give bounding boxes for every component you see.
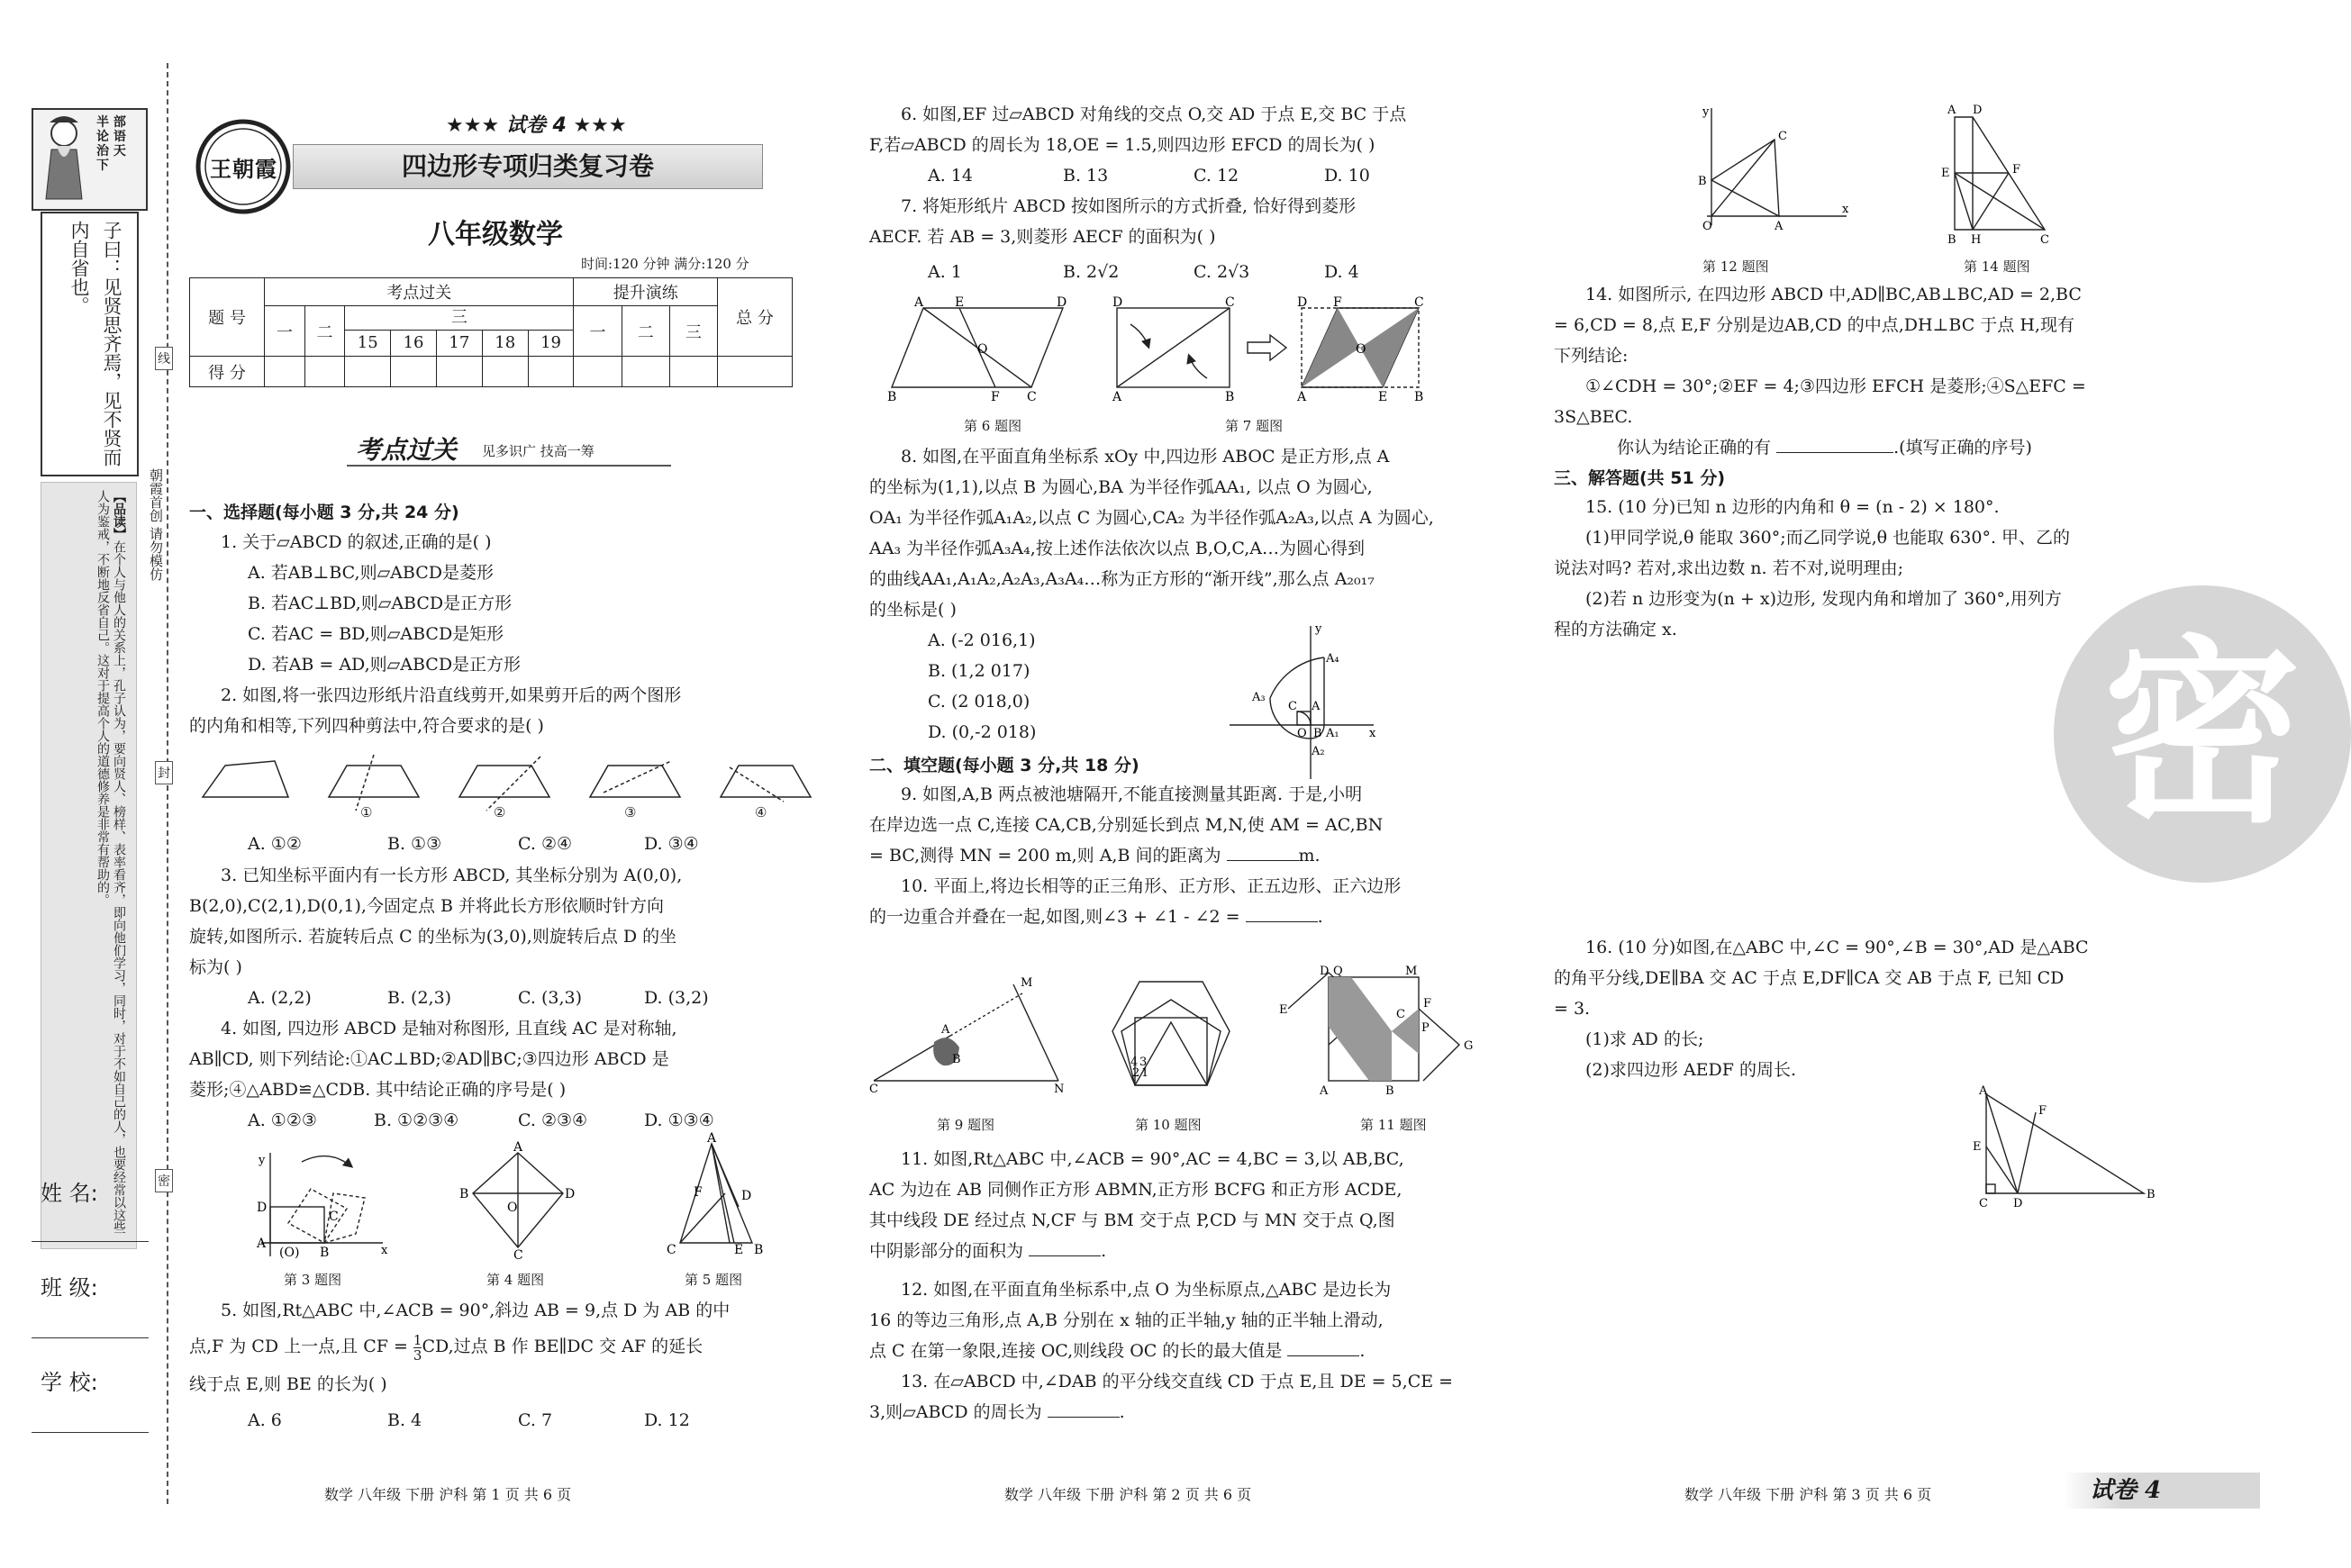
- motto-box: [32, 108, 148, 211]
- svg-text:A: A: [513, 1140, 523, 1155]
- svg-text:C: C: [1225, 295, 1235, 310]
- q10-stem: 的一边重合并叠在一起,如图,则∠3 + ∠1 - ∠2 = .: [869, 907, 1323, 927]
- q11-caption: 第 11 题图: [1360, 1117, 1427, 1133]
- q7-caption: 第 7 题图: [1225, 418, 1284, 434]
- q7-option: B. 2√2: [1063, 262, 1120, 282]
- svg-text:D: D: [1320, 965, 1330, 978]
- score-cell[interactable]: [391, 357, 437, 387]
- svg-text:D: D: [741, 1189, 752, 1203]
- q11-stem: 其中线段 DE 经过点 N,CF 与 BM 交于点 P,CD 与 MN 交于点 Q,图: [869, 1210, 1395, 1230]
- q14-answer-blank[interactable]: [1776, 452, 1893, 453]
- name-line: [32, 1241, 149, 1242]
- q10-stem: 10. 平面上,将边长相等的正三角形、正方形、正五边形、正六边形: [901, 876, 1402, 896]
- svg-text:O: O: [1297, 727, 1307, 740]
- svg-text:B: B: [952, 1053, 961, 1066]
- q12-stem: 点 C 在第一象限,连接 OC,则线段 OC 的长的最大值是 .: [869, 1341, 1366, 1361]
- svg-text:O: O: [1702, 220, 1712, 233]
- svg-text:B: B: [1947, 233, 1956, 247]
- q7-option: C. 2√3: [1194, 262, 1250, 282]
- seal-text: 密: [2102, 619, 2301, 849]
- svg-text:E: E: [1973, 1140, 1982, 1154]
- svg-text:E: E: [1378, 390, 1388, 404]
- q14-text: 你认为结论正确的有: [1617, 438, 1772, 458]
- q3-stem: 旋转,如图所示. 若旋转后点 C 的坐标为(3,0),则旋转后点 D 的坐: [189, 927, 677, 947]
- seal-watermark: [2054, 585, 2351, 883]
- q1-option: A. 若AB⊥BC,则▱ABCD是菱形: [248, 563, 494, 583]
- svg-text:y: y: [1702, 105, 1710, 119]
- q2-stem: 的内角和相等,下列四种剪法中,符合要求的是( ): [189, 716, 544, 736]
- th-num: 16: [391, 331, 437, 356]
- svg-text:x: x: [1369, 727, 1376, 740]
- q12-stem: 12. 如图,在平面直角坐标系中,点 O 为坐标原点,△ABC 是边长为: [901, 1280, 1392, 1300]
- q14-stem: = 6,CD = 8,点 E,F 分别是边AB,CD 的中点,DH⊥BC 于点 H,现有: [1554, 315, 2074, 335]
- q7-stem: AECF. 若 AB = 3,则菱形 AECF 的面积为( ): [869, 227, 1216, 247]
- svg-text:D: D: [1973, 104, 1983, 117]
- side-motto: 朝霞首创 请勿模仿: [148, 468, 164, 581]
- footer-tag-text: 试卷 4: [2090, 1477, 2162, 1504]
- svg-text:P: P: [1421, 1021, 1430, 1035]
- name-label: 姓 名:: [41, 1181, 98, 1206]
- q6-stem: 6. 如图,EF 过▱ABCD 对角线的交点 O,交 AD 于点 E,交 BC 于点: [901, 104, 1407, 124]
- svg-text:x: x: [1842, 203, 1849, 216]
- q11-stem: AC 为边在 AB 同侧作正方形 ABMN,正方形 BCFG 和正方形 ACDE,: [869, 1180, 1402, 1200]
- q5-option: A. 6: [248, 1410, 282, 1430]
- svg-text:B: B: [887, 390, 897, 404]
- svg-text:A₂: A₂: [1312, 745, 1325, 758]
- section-2-title: 二、填空题(每小题 3 分,共 18 分): [869, 756, 1139, 775]
- q6-caption: 第 6 题图: [964, 418, 1022, 434]
- q11-figure: [1279, 964, 1486, 1099]
- q3-stem: 标为( ): [189, 957, 242, 977]
- subject-title: 八年级数学: [428, 219, 563, 250]
- q10-text: 的一边重合并叠在一起,如图,则∠3 + ∠1 - ∠2 =: [869, 907, 1240, 927]
- th-sub: 三: [345, 306, 573, 331]
- q5-figure: [662, 1131, 770, 1261]
- pindu-box: [41, 482, 137, 1249]
- q13-text: 3,则▱ABCD 的周长为: [869, 1402, 1042, 1422]
- q2-fig-label: ④: [755, 804, 767, 820]
- svg-text:1: 1: [1141, 1066, 1149, 1080]
- banner-slogan: 见多识广 技高一筹: [482, 443, 595, 459]
- column-1: [185, 99, 815, 1504]
- svg-text:B: B: [1414, 390, 1424, 404]
- q2-fig-label: ②: [494, 804, 506, 820]
- q6-option: D. 10: [1324, 166, 1370, 186]
- svg-text:3: 3: [1139, 1056, 1148, 1069]
- q2-stem: 2. 如图,将一张四边形纸片沿直线剪开,如果剪开后的两个图形: [221, 685, 682, 705]
- paper-number: ★★★ 试卷 4 ★★★: [446, 114, 627, 137]
- svg-text:N: N: [1054, 1083, 1065, 1096]
- q9-stem: [869, 840, 1321, 871]
- svg-text:A: A: [257, 1237, 267, 1251]
- q3-option: D. (3,2): [644, 988, 709, 1008]
- q2-option: A. ①②: [248, 834, 302, 854]
- q9-stem: 在岸边选一点 C,连接 CA,CB,分别延长到点 M,N,使 AM = AC,BN: [869, 815, 1384, 835]
- q5-text: CD,过点 B 作 BE∥DC 交 AF 的延长: [422, 1337, 703, 1356]
- q2-option: C. ②④: [518, 834, 573, 854]
- svg-text:y: y: [259, 1154, 266, 1167]
- q12-stem: 16 的等边三角形,点 A,B 分别在 x 轴的正半轴,y 轴的正半轴上滑动,: [869, 1310, 1384, 1330]
- th-num: 18: [483, 331, 529, 356]
- footer-tag: [2063, 1473, 2260, 1509]
- svg-text:A: A: [1297, 390, 1307, 404]
- svg-text:O: O: [507, 1201, 518, 1215]
- th-num: 15: [345, 331, 391, 356]
- q10-caption: 第 10 题图: [1135, 1117, 1202, 1133]
- banner-line: [347, 465, 671, 467]
- score-cell[interactable]: [528, 357, 574, 387]
- row-score-label: 得 分: [190, 357, 265, 387]
- svg-text:y: y: [1315, 622, 1322, 636]
- svg-text:F: F: [694, 1185, 703, 1200]
- school-line: [32, 1432, 149, 1433]
- svg-text:A₁: A₁: [1326, 727, 1339, 740]
- title-bar: [293, 144, 763, 189]
- q10-answer-blank[interactable]: [1246, 921, 1318, 922]
- svg-text:C: C: [1414, 295, 1424, 310]
- q14-caption: 第 14 题图: [1964, 258, 2030, 275]
- svg-text:A: A: [1312, 700, 1321, 713]
- svg-text:B: B: [2147, 1188, 2156, 1201]
- svg-text:M: M: [1021, 976, 1033, 990]
- svg-text:C: C: [869, 1083, 878, 1096]
- brand-logo: [194, 117, 293, 216]
- q4-stem: 菱形;④△ABD≌△CDB. 其中结论正确的序号是( ): [189, 1080, 567, 1100]
- q12-caption: 第 12 题图: [1702, 258, 1769, 275]
- svg-text:F: F: [1423, 997, 1432, 1011]
- svg-text:O: O: [977, 342, 988, 357]
- svg-text:A: A: [1320, 1084, 1329, 1098]
- q3-figure: [248, 1144, 392, 1261]
- q6-option: C. 12: [1194, 166, 1239, 186]
- svg-text:B: B: [1385, 1084, 1394, 1098]
- svg-text:(O): (O): [279, 1246, 300, 1260]
- footer-page-1: 数学 八年级 下册 沪科 第 1 页 共 6 页: [324, 1486, 572, 1503]
- th-sub: 三: [669, 306, 717, 357]
- q5-caption: 第 5 题图: [685, 1272, 743, 1288]
- column-3: [1549, 99, 2301, 1450]
- q11-answer-blank[interactable]: [1029, 1255, 1101, 1256]
- q6-stem: F,若▱ABCD 的周长为 18,OE = 1.5,则四边形 EFCD 的周长为( ): [869, 135, 1375, 155]
- score-cell[interactable]: [574, 357, 622, 387]
- q14-stem: ①∠CDH = 30°;②EF = 4;③四边形 EFCH 是菱形;④S△EFC =: [1585, 376, 2086, 396]
- q4-option: B. ①②③④: [374, 1110, 459, 1130]
- q4-option: A. ①②③: [248, 1110, 317, 1130]
- svg-text:E: E: [734, 1243, 744, 1257]
- q2-option: D. ③④: [644, 834, 699, 854]
- info-fields: [27, 1144, 162, 1441]
- score-cell[interactable]: [304, 357, 345, 387]
- paper-number-text: 试卷 4: [505, 114, 567, 137]
- svg-text:4: 4: [1130, 1056, 1139, 1069]
- svg-text:A: A: [1775, 220, 1784, 233]
- q16-stem: 16. (10 分)如图,在△ABC 中,∠C = 90°,∠B = 30°,AD 是△ABC: [1585, 938, 2089, 957]
- q5-frac-den: 3: [413, 1346, 422, 1364]
- svg-text:F: F: [991, 390, 1000, 404]
- q16-stem: (1)求 AD 的长;: [1585, 1029, 1704, 1049]
- svg-text:C: C: [1027, 390, 1037, 404]
- q8-stem: OA₁ 为半径作弧A₁A₂,以点 C 为圆心,CA₂ 为半径作弧A₂A₃,以点 A 为圆心,: [869, 508, 1434, 528]
- svg-text:B: B: [1313, 727, 1322, 740]
- q7-figure: [1108, 297, 1432, 405]
- q3-stem: B(2,0),C(2,1),D(0,1),今固定点 B 并将此长方形依顺时针方向: [189, 896, 665, 916]
- q11-stem: 中阴影部分的面积为 .: [869, 1241, 1107, 1261]
- q13-answer-blank[interactable]: [1048, 1417, 1120, 1418]
- svg-text:C: C: [513, 1248, 523, 1263]
- q1-stem: 1. 关于▱ABCD 的叙述,正确的是( ): [221, 532, 492, 552]
- svg-text:D: D: [565, 1187, 576, 1201]
- th-tisheng: 提升演练: [574, 278, 718, 306]
- q5-stem: [189, 1331, 703, 1363]
- svg-text:A₃: A₃: [1252, 691, 1266, 704]
- q5-frac-num: 1: [413, 1331, 422, 1348]
- q11-stem: 11. 如图,Rt△ABC 中,∠ACB = 90°,AC = 4,BC = 3,以 AB,BC,: [901, 1149, 1404, 1169]
- q14-stem: 3S△BEC.: [1554, 407, 1633, 427]
- cut-mark-2: 封: [155, 761, 173, 784]
- svg-text:A: A: [1979, 1084, 1988, 1098]
- q16-stem: = 3.: [1554, 999, 1591, 1019]
- th-kaodian: 考点过关: [265, 278, 574, 306]
- svg-text:C: C: [667, 1243, 676, 1257]
- q8-stem: AA₃ 为半径作弧A₃A₄,按上述作法依次以点 B,O,C,A…为圆心得到: [869, 539, 1365, 558]
- score-cell[interactable]: [482, 357, 528, 387]
- q14-stem: 14. 如图所示, 在四边形 ABCD 中,AD∥BC,AB⊥BC,AD = 2,BC: [1585, 285, 2082, 304]
- svg-text:A: A: [1112, 390, 1122, 404]
- svg-text:A: A: [1947, 104, 1956, 117]
- q13-stem: 3,则▱ABCD 的周长为 .: [869, 1402, 1125, 1422]
- q9-text: = BC,测得 MN = 200 m,则 A,B 间的距离为: [869, 846, 1221, 866]
- svg-text:C: C: [329, 1210, 339, 1224]
- th-sub: 一: [265, 306, 305, 357]
- q4-stem: 4. 如图, 四边形 ABCD 是轴对称图形, 且直线 AC 是对称轴,: [221, 1019, 677, 1038]
- q9-answer-blank[interactable]: [1227, 860, 1299, 861]
- paper-title: 四边形专项归类复习卷: [401, 151, 654, 181]
- th-nums: [345, 331, 573, 356]
- q5-option: B. 4: [387, 1410, 422, 1430]
- q3-option: B. (2,3): [387, 988, 452, 1008]
- q11-text: 中阴影部分的面积为: [869, 1241, 1024, 1261]
- q15-stem: 说法对吗? 若对,求出边数 n. 若不对,说明理由;: [1554, 558, 1904, 578]
- score-cell[interactable]: [669, 357, 717, 387]
- q6-option: A. 14: [928, 166, 973, 186]
- q12-figure: [1684, 99, 1856, 252]
- svg-text:O: O: [1356, 342, 1366, 357]
- footer-page-3: 数学 八年级 下册 沪科 第 3 页 共 6 页: [1684, 1486, 1932, 1503]
- score-cell[interactable]: [718, 357, 793, 387]
- q7-stem: 7. 将矩形纸片 ABCD 按如图所示的方式折叠, 恰好得到菱形: [901, 196, 1357, 216]
- pindu-body: 在个人与他人的关系上，孔子认为，要向贤人、榜样、表率看齐，即向他们学习，同时，对于不如自己的人，也要经常以这些人为鉴戒，不断地反省自己。这对于提高个人的道德修养是非常有帮助的。: [95, 490, 126, 1234]
- q13-stem: 13. 在▱ABCD 中,∠DAB 的平分线交直线 CD 于点 E,且 DE = 5,CE =: [901, 1372, 1454, 1391]
- q10-figure: [1103, 968, 1239, 1094]
- svg-text:C: C: [1288, 700, 1297, 713]
- q9-stem: 9. 如图,A,B 两点被池塘隔开,不能直接测量其距离. 于是,小明: [901, 784, 1363, 804]
- q9-caption: 第 9 题图: [937, 1117, 995, 1133]
- th-sub: 二: [304, 306, 345, 357]
- svg-text:C: C: [1979, 1197, 1988, 1210]
- q15-stem: (2)若 n 边形变为(n + x)边形, 发现内角和增加了 360°,用列方: [1585, 589, 2062, 609]
- score-table: [189, 277, 793, 387]
- q2-option: B. ①③: [387, 834, 442, 854]
- q5-text: 点,F 为 CD 上一点,且 CF =: [189, 1337, 413, 1356]
- svg-text:H: H: [1971, 233, 1982, 247]
- q8-option: C. (2 018,0): [928, 692, 1030, 711]
- q14-stem: [1617, 432, 2032, 463]
- q14-stem: 下列结论:: [1554, 346, 1629, 366]
- svg-text:C: C: [1396, 1008, 1405, 1021]
- svg-text:C: C: [1778, 130, 1787, 143]
- cut-mark-3: 密: [155, 1169, 173, 1192]
- q16-figure: [1959, 1085, 2175, 1211]
- q7-option: D. 4: [1324, 262, 1359, 282]
- svg-text:B: B: [754, 1243, 764, 1257]
- q1-option: D. 若AB = AD,则▱ABCD是正方形: [248, 655, 522, 675]
- score-cell[interactable]: [436, 357, 482, 387]
- motto-chars: 半 部 论 语 治 天 下: [96, 115, 126, 173]
- svg-text:C: C: [2040, 233, 2049, 247]
- quote-text: 子曰：见贤思齐焉，见不贤而内自省也。: [68, 221, 123, 467]
- svg-text:D: D: [2013, 1197, 2023, 1210]
- score-cell[interactable]: [622, 357, 669, 387]
- svg-text:A₄: A₄: [1326, 652, 1339, 666]
- q2-fig-label: ①: [360, 804, 373, 820]
- svg-text:F: F: [1333, 295, 1342, 310]
- q16-stem: (2)求四边形 AEDF 的周长.: [1585, 1060, 1797, 1080]
- q6-figure: [887, 297, 1067, 405]
- svg-text:E: E: [1279, 1003, 1288, 1017]
- th-sub: 一: [574, 306, 622, 357]
- svg-text:A: A: [707, 1131, 717, 1146]
- svg-text:F: F: [2038, 1104, 2047, 1118]
- svg-text:A: A: [941, 1023, 950, 1037]
- cut-mark-1: 线: [155, 347, 173, 370]
- q14-figure: [1937, 99, 2063, 252]
- q15-stem: 15. (10 分)已知 n 边形的内角和 θ = (n - 2) × 180°.: [1585, 497, 2000, 517]
- svg-text:E: E: [1941, 167, 1950, 180]
- quote-box: [41, 212, 139, 476]
- q8-figure: [1225, 621, 1378, 784]
- svg-text:B: B: [320, 1246, 330, 1260]
- q5-option: D. 12: [644, 1410, 690, 1430]
- class-label: 班 级:: [41, 1275, 98, 1301]
- confucius-portrait-icon: [37, 113, 91, 204]
- q3-caption: 第 3 题图: [284, 1272, 342, 1288]
- svg-text:A: A: [914, 295, 924, 310]
- pindu-title: 【品读】: [112, 490, 126, 540]
- section-1-title: 一、选择题(每小题 3 分,共 24 分): [189, 503, 459, 522]
- svg-text:D: D: [257, 1201, 268, 1215]
- exam-meta: 时间:120 分钟 满分:120 分: [581, 256, 749, 272]
- q3-stem: 3. 已知坐标平面内有一长方形 ABCD, 其坐标分别为 A(0,0),: [221, 866, 683, 885]
- q15-stem: 程的方法确定 x.: [1554, 620, 1677, 639]
- q12-answer-blank[interactable]: [1287, 1355, 1359, 1356]
- svg-text:B: B: [1225, 390, 1235, 404]
- q5-stem: 线于点 E,则 BE 的长为( ): [189, 1374, 387, 1394]
- column-2: [865, 99, 1495, 1450]
- q8-stem: 的坐标为(1,1),以点 B 为圆心,BA 为半径作弧AA₁, 以点 O 为圆心,: [869, 477, 1373, 497]
- th-sub: 二: [622, 306, 669, 357]
- q14-text: .(填写正确的序号): [1893, 438, 2032, 458]
- svg-text:Q: Q: [1333, 965, 1343, 978]
- q8-option: B. (1,2 017): [928, 661, 1030, 681]
- th-total: 总 分: [718, 278, 793, 357]
- svg-text:M: M: [1405, 965, 1418, 978]
- svg-text:E: E: [955, 295, 965, 310]
- q7-option: A. 1: [928, 262, 962, 282]
- q4-option: D. ①③④: [644, 1110, 714, 1130]
- class-line: [32, 1337, 149, 1338]
- q9-figure: [869, 977, 1076, 1094]
- q2-fig-label: ③: [624, 804, 637, 820]
- svg-text:B: B: [1698, 175, 1707, 188]
- q4-figure: [455, 1140, 581, 1263]
- q1-option: C. 若AC = BD,则▱ABCD是矩形: [248, 624, 504, 644]
- q8-stem: 的坐标是( ): [869, 600, 957, 620]
- q8-stem: 的曲线AA₁,A₁A₂,A₂A₃,A₃A₄…称为正方形的“渐开线”,那么点 A₂₀₁₇: [869, 569, 1375, 589]
- q4-option: C. ②③④: [518, 1110, 588, 1130]
- section-banner: [347, 431, 689, 467]
- q9-unit: m.: [1298, 846, 1321, 866]
- q1-option: B. 若AC⊥BD,则▱ABCD是正方形: [248, 594, 513, 613]
- q12-text: 点 C 在第一象限,连接 OC,则线段 OC 的长的最大值是: [869, 1341, 1283, 1361]
- svg-text:G: G: [1464, 1039, 1474, 1053]
- th-question: 题 号: [190, 278, 265, 357]
- th-num: 19: [540, 333, 561, 352]
- q3-option: C. (3,3): [518, 988, 582, 1008]
- svg-text:2: 2: [1132, 1066, 1140, 1080]
- score-cell[interactable]: [345, 357, 391, 387]
- svg-text:D: D: [1112, 295, 1123, 310]
- school-label: 学 校:: [41, 1370, 98, 1395]
- footer-page-2: 数学 八年级 下册 沪科 第 2 页 共 6 页: [1004, 1486, 1252, 1503]
- q16-stem: 的角平分线,DE∥BA 交 AC 于点 E,DF∥CA 交 AB 于点 F, 已知 CD: [1554, 968, 2065, 988]
- q8-option: D. (0,-2 018): [928, 722, 1037, 742]
- svg-text:B: B: [459, 1187, 469, 1201]
- q6-option: B. 13: [1063, 166, 1109, 186]
- q4-caption: 第 4 题图: [486, 1272, 545, 1288]
- svg-text:D: D: [1057, 295, 1067, 310]
- svg-text:F: F: [2012, 163, 2021, 177]
- th-sub-three: [345, 306, 574, 357]
- banner-title: 考点过关: [356, 435, 458, 465]
- svg-text:x: x: [381, 1244, 388, 1257]
- q3-option: A. (2,2): [248, 988, 312, 1008]
- q8-stem: 8. 如图,在平面直角坐标系 xOy 中,四边形 ABOC 是正方形,点 A: [901, 447, 1390, 467]
- score-cell[interactable]: [265, 357, 305, 387]
- sidebar: [27, 108, 149, 1234]
- q4-stem: AB∥CD, 则下列结论:①AC⊥BD;②AD∥BC;③四边形 ABCD 是: [189, 1049, 669, 1069]
- q5-option: C. 7: [518, 1410, 553, 1430]
- svg-text:D: D: [1297, 295, 1308, 310]
- th-num: 17: [437, 331, 483, 356]
- pindu-text: [95, 490, 127, 1237]
- section-3-title: 三、解答题(共 51 分): [1554, 468, 1726, 488]
- q8-option: A. (-2 016,1): [928, 630, 1036, 650]
- logo-text: 王朝霞: [210, 156, 277, 182]
- q5-stem: 5. 如图,Rt△ABC 中,∠ACB = 90°,斜边 AB = 9,点 D 为 AB 的中: [221, 1301, 731, 1320]
- q15-stem: (1)甲同学说,θ 能取 360°;而乙同学说,θ 也能取 630°. 甲、乙的: [1585, 528, 2071, 548]
